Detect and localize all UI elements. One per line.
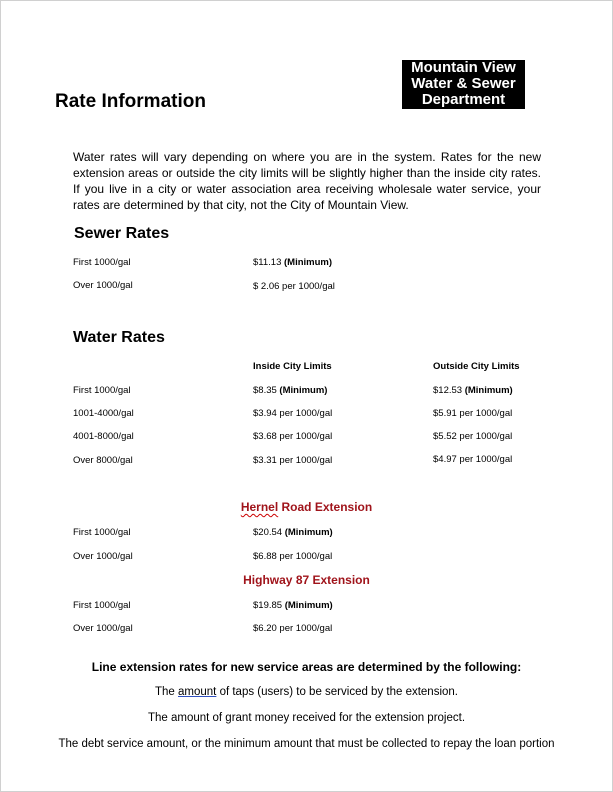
sewer-rates-heading: Sewer Rates [74, 225, 170, 242]
water-row-3-outside: $5.52 per 1000/gal [433, 431, 513, 442]
sewer-row-1-label: First 1000/gal [73, 257, 131, 268]
water-row-3-label: 4001-8000/gal [73, 431, 134, 442]
hernel-row-2-value: $6.88 per 1000/gal [253, 551, 333, 562]
logo-line-3: Department [421, 91, 506, 108]
line-extension-lead: Line extension rates for new service areas are determined by the following: [91, 660, 522, 674]
highway-row-1-value: $19.85 (Minimum) [253, 600, 333, 611]
inside-city-limits-header: Inside City Limits [253, 361, 332, 372]
water-row-1-inside: $8.35 (Minimum) [253, 385, 328, 396]
logo-line-1: Mountain View [411, 59, 516, 76]
water-rates-heading: Water Rates [73, 329, 165, 346]
highway-row-1-label: First 1000/gal [73, 600, 131, 611]
footer-item-taps: The amount of taps (users) to be serviced by the extension. [155, 686, 458, 698]
highway-row-2-label: Over 1000/gal [73, 623, 133, 634]
water-row-1-label: First 1000/gal [73, 385, 131, 396]
hernel-row-1-value: $20.54 (Minimum) [253, 527, 333, 538]
highway-87-extension-heading: Highway 87 Extension [243, 573, 370, 587]
footer-item-grant: The amount of grant money received for the extension project. [147, 712, 466, 724]
water-row-3-inside: $3.68 per 1000/gal [253, 431, 333, 442]
footer-item-debt: The debt service amount, or the minimum amount that must be collected to repay the loan portion [58, 738, 555, 750]
outside-city-limits-header: Outside City Limits [433, 361, 520, 372]
intro-paragraph: Water rates will vary depending on where you are in the system. Rates for the new extension areas or outside the city limits will be slightly higher than the inside city rates. If you live in a city or water association area receiving wholesale water service, your rates are determined by that city, not the City of Mountain View. [73, 150, 541, 212]
water-row-2-inside: $3.94 per 1000/gal [253, 408, 333, 419]
logo-line-2: Water & Sewer [411, 75, 516, 92]
sewer-row-1-value: $11.13 (Minimum) [253, 257, 333, 268]
highway-row-2-value: $6.20 per 1000/gal [253, 623, 333, 634]
water-row-1-outside: $12.53 (Minimum) [433, 385, 513, 396]
water-row-4-inside: $3.31 per 1000/gal [253, 455, 333, 466]
sewer-row-2-value: $ 2.06 per 1000/gal [253, 281, 335, 292]
water-row-2-outside: $5.91 per 1000/gal [433, 408, 513, 419]
hernel-road-extension-heading: Hernel Road Extension [240, 500, 373, 514]
sewer-row-2-label: Over 1000/gal [73, 280, 133, 291]
water-row-4-outside: $4.97 per 1000/gal [433, 454, 513, 465]
water-row-4-label: Over 8000/gal [73, 455, 133, 466]
department-logo [402, 60, 525, 109]
water-row-2-label: 1001-4000/gal [73, 408, 134, 419]
page-title: Rate Information [55, 91, 206, 112]
hernel-row-1-label: First 1000/gal [73, 527, 131, 538]
hernel-row-2-label: Over 1000/gal [73, 551, 133, 562]
